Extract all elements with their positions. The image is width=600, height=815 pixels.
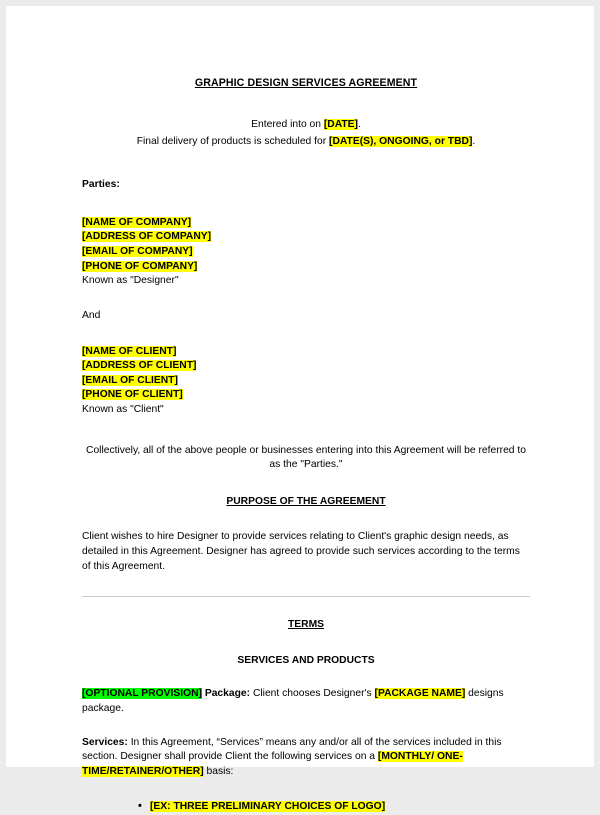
entered-into-line [82, 118, 530, 133]
final-delivery-suffix: . [472, 135, 476, 147]
services-clause-label: Services: [82, 736, 128, 748]
designer-party-block [82, 216, 530, 289]
package-clause-text-after: designs package. [82, 688, 504, 715]
document-title: GRAPHIC DESIGN SERVICES AGREEMENT [194, 77, 418, 89]
client-known-as: Known as "Client" [82, 403, 164, 415]
terms-heading: TERMS [287, 619, 325, 631]
package-clause [82, 687, 530, 716]
designer-name-placeholder: [NAME OF COMPANY] [82, 216, 192, 228]
date-placeholder: [DATE] [323, 119, 358, 131]
client-name-line [82, 345, 530, 360]
package-name-placeholder: [PACKAGE NAME] [374, 688, 466, 700]
section-divider [82, 596, 530, 597]
client-name-placeholder: [NAME OF CLIENT] [82, 345, 177, 357]
services-products-heading: SERVICES AND PRODUCTS [237, 654, 375, 666]
client-party-block [82, 345, 530, 418]
list-item [82, 800, 530, 815]
purpose-body: Client wishes to hire Designer to provide services relating to Client's graphic design needs, as detailed in this Agreement. Designer has agreed to provide such services according to the terms of this Agreement. [82, 531, 520, 572]
final-delivery-prefix: Final delivery of products is scheduled for [136, 135, 330, 147]
client-email-line [82, 374, 530, 389]
entered-into-prefix: Entered into on [251, 119, 324, 131]
designer-email-line [82, 245, 530, 260]
client-phone-placeholder: [PHONE OF CLIENT] [82, 389, 183, 401]
services-clause-text-before: In this Agreement, “Services” means any and/or all of the services included in this section. Designer shall provide Client the following services on a [82, 736, 502, 763]
entered-into-suffix: . [357, 119, 361, 131]
parties-label: Parties: [82, 179, 120, 191]
client-email-placeholder: [EMAIL OF CLIENT] [82, 374, 178, 386]
client-phone-line [82, 388, 530, 403]
intro-block [82, 118, 530, 149]
designer-phone-placeholder: [PHONE OF COMPANY] [82, 260, 198, 272]
designer-email-placeholder: [EMAIL OF COMPANY] [82, 246, 193, 258]
designer-phone-line [82, 260, 530, 275]
parties-conjunction: And [82, 309, 101, 321]
optional-provision-marker: [OPTIONAL PROVISION] [82, 688, 202, 700]
service-example-placeholder: [EX: THREE PRELIMINARY CHOICES OF LOGO] [150, 801, 386, 813]
document-content [82, 6, 530, 815]
delivery-date-placeholder: [DATE(S), ONGOING, or TBD] [329, 135, 473, 147]
document-page [6, 6, 594, 813]
designer-name-line [82, 216, 530, 231]
designer-address-line [82, 230, 530, 245]
designer-known-as: Known as "Designer" [82, 275, 179, 287]
services-basis-placeholder: [MONTHLY/ ONE-TIME/RETAINER/OTHER] [82, 751, 463, 777]
designer-address-placeholder: [ADDRESS OF COMPANY] [82, 231, 212, 243]
services-clause-text-after: basis: [203, 765, 234, 777]
package-clause-label: Package: [204, 688, 251, 700]
client-address-line [82, 359, 530, 374]
package-clause-text-before: Client chooses Designer's [252, 688, 375, 700]
purpose-heading: PURPOSE OF THE AGREEMENT [226, 495, 386, 507]
collective-statement: Collectively, all of the above people or businesses entering into this Agreement will be referred to as the "Parties." [86, 444, 526, 471]
client-address-placeholder: [ADDRESS OF CLIENT] [82, 360, 197, 372]
final-delivery-line [82, 135, 530, 150]
services-bullet-list [82, 800, 530, 815]
